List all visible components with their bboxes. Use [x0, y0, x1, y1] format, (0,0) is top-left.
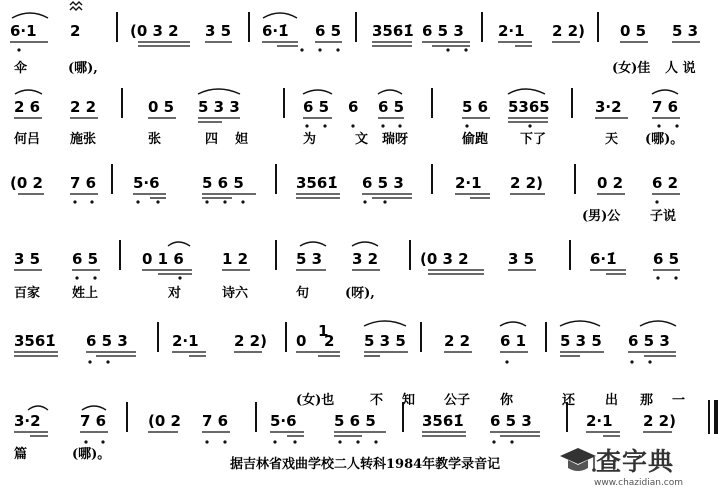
note-group: 7 6: [652, 98, 679, 116]
note-group: 5365: [508, 98, 550, 116]
note-group: 5 3 3: [198, 98, 240, 116]
watermark-url: www.chazidian.com: [594, 478, 684, 488]
lyric: 诗六: [222, 286, 249, 301]
row-1-barlines: [117, 12, 598, 42]
note-group: 5 6: [462, 98, 489, 116]
trill-ornament: [70, 2, 82, 10]
lyric: 下了: [520, 132, 547, 147]
lyric: 四: [205, 132, 219, 147]
row-3-barlines: [112, 164, 575, 194]
lyric: 文: [355, 132, 369, 147]
lyric: (哪)。: [72, 447, 111, 462]
lyric: 偷跑: [462, 132, 489, 147]
note-group: 1 2: [222, 250, 249, 268]
note-group: 2·1: [172, 332, 199, 350]
note-group: 6 5: [653, 250, 680, 268]
note-group: 0: [296, 332, 307, 350]
lyric: 对: [168, 286, 182, 301]
note-group: 6 5: [315, 22, 342, 40]
note-group: 2 2): [643, 412, 676, 430]
slurs: [12, 13, 678, 410]
graduation-cap-icon: [558, 442, 598, 482]
note-group: 2 2): [510, 174, 543, 192]
lyric: (女)佳: [612, 61, 651, 76]
source-note: 据吉林省戏曲学校二人转科1984年教学录音记: [230, 457, 501, 472]
note-group: 3 5: [508, 250, 535, 268]
note-group: 2 2): [234, 332, 267, 350]
note-group: 2 2: [444, 332, 471, 350]
note-group: (0 3 2: [420, 250, 469, 268]
lyric: 张: [148, 132, 162, 147]
row-2-barlines: [122, 88, 572, 118]
lyric: 出: [605, 393, 619, 408]
note-group: 3 2: [352, 250, 379, 268]
note-group: 6·1̇: [590, 250, 617, 268]
lyric: 何吕: [14, 132, 41, 147]
note-group: 5 3 5: [560, 332, 602, 350]
lyric: 篇: [14, 447, 28, 462]
note-group: 3561̇: [422, 412, 464, 430]
note-group: 0 5: [620, 22, 647, 40]
lyric: 那: [640, 393, 654, 408]
note-group: 0 1 6: [142, 250, 184, 268]
lyric: 不: [370, 393, 384, 408]
note-group: (0 2: [148, 412, 181, 430]
lyric: 伞: [14, 61, 28, 76]
note-group: 6 1: [500, 332, 527, 350]
note-group: 6: [348, 98, 359, 116]
lyric: 百家: [14, 286, 41, 301]
note-group: 3561̇: [372, 22, 414, 40]
lyric: 天: [605, 132, 619, 147]
lyric: 你: [500, 393, 514, 408]
note-group: 2·1: [455, 174, 482, 192]
note-group: 0 2: [597, 174, 624, 192]
note-group: 7 6: [70, 174, 97, 192]
lyric: 妲: [235, 132, 249, 147]
note-group: 3·2: [14, 412, 41, 430]
note-group: 7 6: [202, 412, 229, 430]
note-group: 6 5: [303, 98, 330, 116]
note-group: 2·1: [498, 22, 525, 40]
note-group: 2 2: [70, 98, 97, 116]
note-group: 5 6 5: [202, 174, 244, 192]
note-group: 2·1: [586, 412, 613, 430]
note-group: 2 6: [14, 98, 41, 116]
note-group: 3561̇: [296, 174, 338, 192]
note-group: 0 5: [148, 98, 175, 116]
note-group: 5 3 5: [364, 332, 406, 350]
lyric: 一: [672, 393, 686, 408]
lyric: 施张: [70, 132, 97, 147]
note-group: 2: [324, 332, 335, 350]
note-group: 5·6: [270, 412, 297, 430]
note-group: 2: [70, 22, 81, 40]
note-group: 6 5 3: [490, 412, 532, 430]
note-group: 7 6: [80, 412, 107, 430]
lyric: 句: [296, 286, 310, 301]
note-group: 5·6: [133, 174, 160, 192]
note-group: 5 3: [672, 22, 699, 40]
note-group: 5 6 5: [334, 412, 376, 430]
note-group: 6·1̇: [262, 22, 289, 40]
lyric: 人 说: [665, 61, 696, 76]
lyric: 姓上: [72, 286, 99, 301]
lyric: (女)也: [296, 393, 335, 408]
note-group: (0 2: [10, 174, 43, 192]
note-group: 6 5 3: [86, 332, 128, 350]
lyric: 公子: [444, 393, 471, 408]
lyric: (男)公: [582, 209, 621, 224]
lyric: (哪),: [68, 61, 98, 76]
note-group: 6 5 3: [628, 332, 670, 350]
notes-layer: [10, 22, 698, 430]
note-group: 1: [318, 322, 329, 340]
note-group: (0 3 2: [130, 22, 179, 40]
note-group: 6 2: [652, 174, 679, 192]
watermark: [558, 440, 724, 495]
note-group: 6 5 3: [362, 174, 404, 192]
watermark-brand: 查字典: [596, 447, 675, 476]
note-group: 3561̇: [14, 332, 56, 350]
lyric: 知: [402, 393, 416, 408]
row-5-barlines: [158, 322, 546, 352]
note-group: 2 2): [552, 22, 585, 40]
lyric: 为: [303, 132, 317, 147]
note-group: 6 5: [378, 98, 405, 116]
note-group: 3 5: [205, 22, 232, 40]
note-group: 6 5 3: [422, 22, 464, 40]
note-group: 3 5: [14, 250, 41, 268]
lyric: (哪)。: [645, 132, 684, 147]
note-group: 6·1: [10, 22, 37, 40]
note-group: 5 3: [296, 250, 323, 268]
lyric: 瑞呀: [382, 132, 409, 147]
note-group: 3·2: [595, 98, 622, 116]
note-group: 6 5: [72, 250, 99, 268]
lyric: (呀),: [345, 286, 375, 301]
lyric: 子说: [650, 209, 677, 224]
lyric: 还: [562, 393, 576, 408]
